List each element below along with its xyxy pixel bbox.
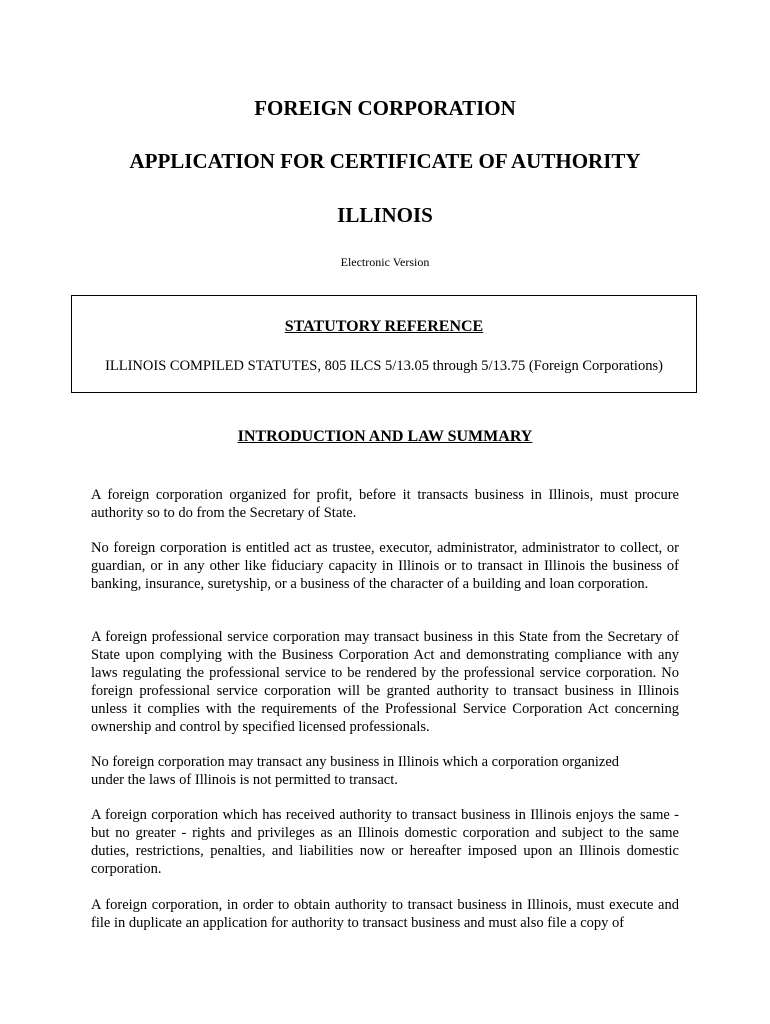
paragraph-professional-service: A foreign professional service corporation may transact business in this State from the Secretary of State upon complying with the Business Corporation Act and demonstrating compliance with any laws regulating the professional service to be rendered by the professional service corporation. No foreign professional service corporation will be granted authority to transact business in Illinois unless it complies with the requirements of the Professional Service Corporation Act concerning ownership and control by specified licensed professionals. [91,629,679,735]
statutory-reference-text: ILLINOIS COMPILED STATUTES, 805 ILCS 5/13.05 through 5/13.75 (Foreign Corporations) [105,358,663,374]
paragraph-fiduciary-restrictions: No foreign corporation is entitled act as trustee, executor, administrator, administrator to collect, or guardian, or in any other like fiduciary capacity in Illinois or to transact in Illinois the business of banking, insurance, suretyship, or a business of the character of a building and loan corporation. [91,540,679,592]
document-title-application: APPLICATION FOR CERTIFICATE OF AUTHORITY [129,149,641,173]
statutory-reference-heading: STATUTORY REFERENCE [284,318,484,335]
paragraph-procure-authority: A foreign corporation organized for profit, before it transacts business in Illinois, must procure authority so to do from the Secretary of State. [91,487,679,521]
paragraph-permitted-business: No foreign corporation may transact any business in Illinois which a corporation organized under the laws of Illinois is not permitted to transact. [91,754,620,788]
document-title-state: ILLINOIS [337,203,433,227]
document-title: FOREIGN CORPORATION [254,96,516,120]
statutory-reference-box [71,295,697,393]
paragraph-rights-privileges: A foreign corporation which has received authority to transact business in Illinois enjoys the same - but no greater - rights and privileges as an Illinois domestic corporation and subject to the same duties, restrictions, penalties, and liabilities now or hereafter imposed upon an Illinois domestic corporation. [91,807,679,877]
version-label: Electronic Version [340,255,430,269]
paragraph-filing-requirements: A foreign corporation, in order to obtain authority to transact business in Illinois, must execute and file in duplicate an application for authority to transact business and must also file a copy of [91,897,679,931]
introduction-heading: INTRODUCTION AND LAW SUMMARY [237,428,533,445]
